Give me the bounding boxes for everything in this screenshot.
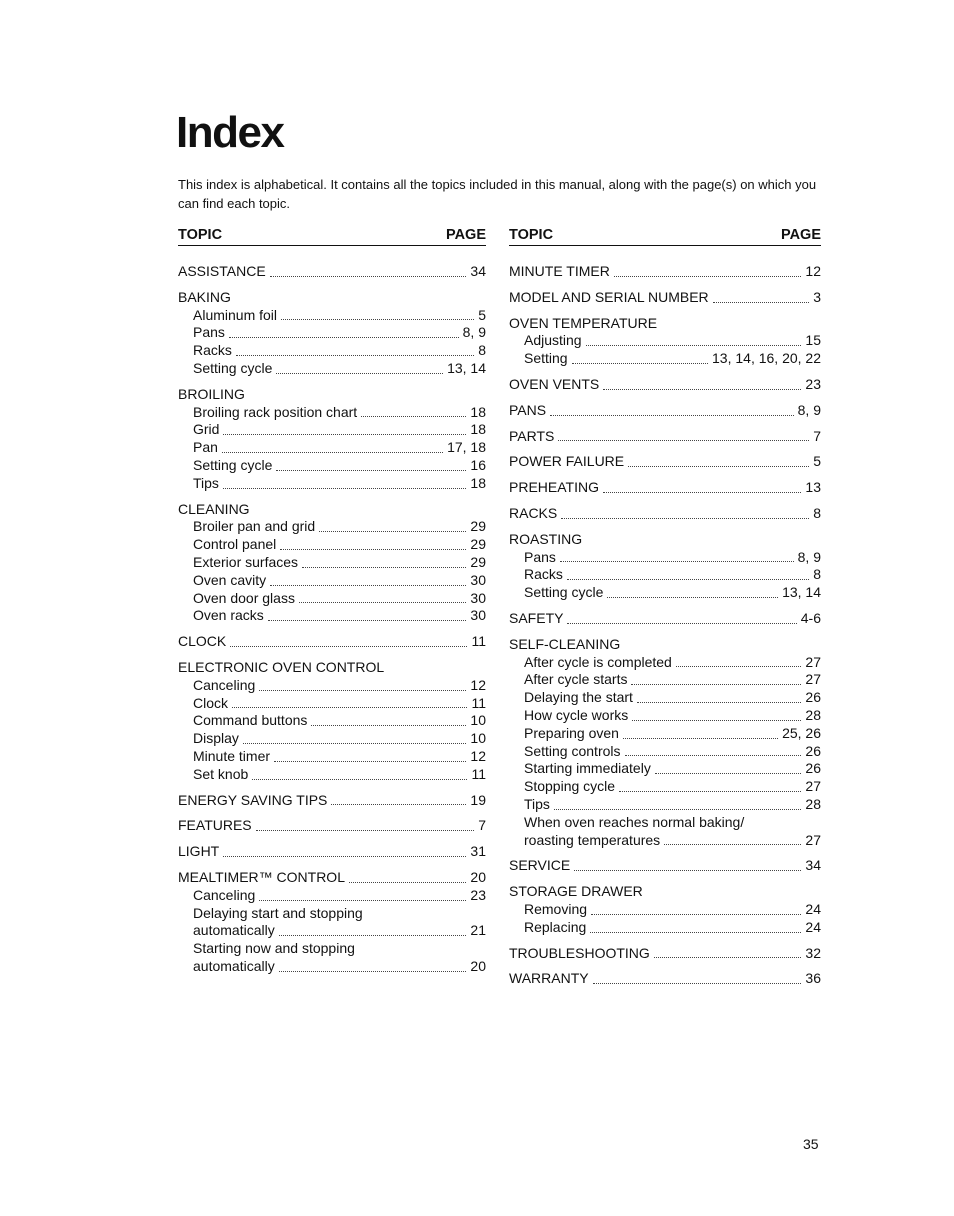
- dot-leader: [664, 844, 801, 845]
- entry-pages: 30: [470, 571, 486, 588]
- entry-pages: 28: [805, 795, 821, 812]
- entry-label: SAFETY: [509, 609, 564, 626]
- dot-leader: [676, 666, 802, 667]
- dot-leader: [223, 488, 466, 489]
- page-number: 35: [803, 1136, 819, 1152]
- entry-label: Command buttons: [193, 712, 308, 729]
- entry-label: MODEL AND SERIAL NUMBER: [509, 288, 709, 305]
- entry-label: Exterior surfaces: [193, 553, 299, 570]
- index-group: [509, 945, 821, 963]
- dot-leader: [654, 957, 802, 958]
- entry-pages: 4-6: [800, 609, 821, 626]
- entry-label: OVEN TEMPERATURE: [509, 314, 658, 331]
- index-subtopic: [178, 730, 486, 748]
- dot-leader: [574, 870, 801, 871]
- index-subtopic: [178, 695, 486, 713]
- index-subtopic: [178, 607, 486, 625]
- entry-label: Canceling: [193, 886, 256, 903]
- dot-leader: [632, 720, 801, 721]
- dot-leader: [554, 809, 801, 810]
- entry-label: Setting cycle: [193, 359, 273, 376]
- index-subtopic: [178, 940, 486, 958]
- index-group: [178, 263, 486, 281]
- entry-pages: 5: [478, 306, 486, 323]
- dot-leader: [259, 900, 466, 901]
- dot-leader: [607, 597, 778, 598]
- dot-leader: [236, 355, 474, 356]
- dot-leader: [623, 738, 778, 739]
- dot-leader: [252, 779, 467, 780]
- entry-label: Tips: [193, 474, 219, 491]
- entry-pages: 11: [471, 765, 486, 782]
- index-subtopic: [509, 584, 821, 602]
- dot-leader: [319, 531, 466, 532]
- entry-label: POWER FAILURE: [509, 453, 625, 470]
- entry-label: roasting temperatures: [524, 831, 661, 848]
- entry-label: Display: [193, 730, 239, 747]
- entry-pages: 7: [813, 427, 821, 444]
- entry-pages: 24: [805, 900, 821, 917]
- index-topic: [509, 636, 821, 654]
- entry-pages: 27: [805, 671, 821, 688]
- entry-label: FEATURES: [178, 817, 252, 834]
- entry-pages: 13, 14: [782, 584, 821, 601]
- index-group: [509, 857, 821, 875]
- entry-label: Setting cycle: [524, 584, 604, 601]
- index-subtopic: [509, 332, 821, 350]
- index-subtopic: [178, 404, 486, 422]
- entry-label: Starting now and stopping: [193, 940, 355, 957]
- index-subtopic: [509, 725, 821, 743]
- index-topic: [509, 376, 821, 394]
- dot-leader: [280, 549, 466, 550]
- entry-pages: 20: [470, 957, 486, 974]
- entry-pages: 34: [470, 263, 486, 279]
- index-topic: [509, 315, 821, 333]
- index-group: [178, 869, 486, 976]
- entry-pages: 16: [470, 456, 486, 473]
- index-topic: [178, 817, 486, 835]
- entry-pages: 25, 26: [782, 724, 821, 741]
- entry-label: Removing: [524, 900, 588, 917]
- dot-leader: [311, 725, 466, 726]
- entry-pages: 13: [805, 479, 821, 496]
- index-group: [178, 633, 486, 651]
- index-subtopic: [509, 654, 821, 672]
- index-group: [178, 817, 486, 835]
- page-title: Index: [176, 108, 284, 157]
- dot-leader: [281, 319, 474, 320]
- entry-pages: 5: [813, 453, 821, 470]
- dot-leader: [223, 434, 466, 435]
- entry-label: automatically: [193, 957, 275, 974]
- dot-leader: [259, 690, 466, 691]
- index-group: [178, 659, 486, 784]
- entry-pages: 27: [805, 653, 821, 670]
- index-topic: [178, 386, 486, 404]
- index-subtopic: [178, 518, 486, 536]
- dot-leader: [279, 935, 467, 936]
- index-group: [509, 402, 821, 420]
- index-group: [509, 289, 821, 307]
- index-subtopic: [178, 342, 486, 360]
- index-subtopic: [178, 475, 486, 493]
- entry-label: BROILING: [178, 385, 245, 402]
- column-header: [509, 227, 821, 246]
- entry-pages: 27: [805, 778, 821, 795]
- dot-leader: [256, 830, 475, 831]
- index-group: [178, 792, 486, 810]
- entry-label: LIGHT: [178, 843, 220, 860]
- index-subtopic: [178, 748, 486, 766]
- entry-pages: 10: [470, 712, 486, 729]
- dot-leader: [561, 518, 809, 519]
- index-subtopic: [509, 814, 821, 832]
- index-subtopic: [509, 671, 821, 689]
- entry-label: Oven door glass: [193, 589, 295, 606]
- index-subtopic: [178, 677, 486, 695]
- entry-pages: 8, 9: [797, 548, 821, 565]
- entry-pages: 12: [470, 676, 486, 693]
- dot-leader: [270, 276, 467, 277]
- dot-leader: [625, 755, 802, 756]
- index-subtopic: [178, 554, 486, 572]
- dot-leader: [637, 702, 801, 703]
- dot-leader: [558, 440, 809, 441]
- entry-pages: 11: [471, 633, 486, 650]
- entry-pages: 15: [805, 332, 821, 349]
- entry-pages: 12: [805, 263, 821, 279]
- index-group: [509, 610, 821, 628]
- entry-label: After cycle starts: [524, 671, 628, 688]
- entry-pages: 8: [478, 342, 486, 359]
- dot-leader: [349, 882, 466, 883]
- index-topic: [178, 633, 486, 651]
- dot-leader: [713, 302, 810, 303]
- dot-leader: [586, 345, 802, 346]
- index-subtopic: [178, 307, 486, 325]
- index-topic: [178, 263, 486, 281]
- entry-pages: 36: [805, 970, 821, 987]
- index-subtopic: [509, 760, 821, 778]
- dot-leader: [628, 466, 809, 467]
- index-subtopic: [178, 457, 486, 475]
- index-group: [178, 843, 486, 861]
- index-topic: [509, 505, 821, 523]
- dot-leader: [591, 914, 801, 915]
- entry-label: Grid: [193, 421, 220, 438]
- entry-label: SERVICE: [509, 857, 571, 874]
- index-topic: [178, 501, 486, 519]
- entry-pages: 18: [470, 474, 486, 491]
- entry-label: ELECTRONIC OVEN CONTROL: [178, 658, 385, 675]
- index-subtopic: [509, 566, 821, 584]
- index-subtopic: [178, 421, 486, 439]
- dot-leader: [567, 623, 796, 624]
- index-topic: [509, 945, 821, 963]
- entry-label: ENERGY SAVING TIPS: [178, 791, 328, 808]
- index-subtopic: [509, 743, 821, 761]
- index-topic: [509, 263, 821, 281]
- entry-label: Set knob: [193, 765, 249, 782]
- dot-leader: [223, 856, 466, 857]
- entry-pages: 18: [470, 403, 486, 420]
- dot-leader: [590, 932, 801, 933]
- index-subtopic: [178, 922, 486, 940]
- index-group: [509, 428, 821, 446]
- entry-label: Setting: [524, 350, 568, 367]
- entry-pages: 19: [470, 791, 486, 808]
- dot-leader: [268, 620, 467, 621]
- index-topic: [509, 610, 821, 628]
- dot-leader: [279, 971, 467, 972]
- entry-label: PANS: [509, 401, 547, 418]
- index-subtopic: [178, 324, 486, 342]
- entry-label: How cycle works: [524, 706, 629, 723]
- entry-pages: 8: [813, 504, 821, 521]
- entry-label: SELF-CLEANING: [509, 635, 621, 652]
- dot-leader: [230, 646, 467, 647]
- entry-pages: 26: [805, 742, 821, 759]
- dot-leader: [331, 804, 466, 805]
- entry-label: ASSISTANCE: [178, 263, 266, 279]
- index-topic: [509, 531, 821, 549]
- entry-label: Starting immediately: [524, 760, 651, 777]
- entry-label: When oven reaches normal baking/: [524, 813, 745, 830]
- index-topic: [509, 402, 821, 420]
- index-topic: [509, 970, 821, 988]
- dot-leader: [614, 276, 802, 277]
- dot-leader: [619, 791, 801, 792]
- dot-leader: [302, 567, 466, 568]
- entry-pages: 13, 14: [447, 359, 486, 376]
- index-column-right: [509, 227, 821, 996]
- entry-label: Broiling rack position chart: [193, 403, 358, 420]
- entry-pages: 34: [805, 857, 821, 874]
- index-group: [509, 505, 821, 523]
- entry-label: After cycle is completed: [524, 653, 672, 670]
- entry-pages: 29: [470, 536, 486, 553]
- entry-pages: 26: [805, 760, 821, 777]
- index-subtopic: [509, 350, 821, 368]
- entry-label: Preparing oven: [524, 724, 619, 741]
- index-subtopic: [178, 439, 486, 457]
- index-subtopic: [509, 689, 821, 707]
- entry-label: ROASTING: [509, 530, 583, 547]
- entry-pages: 31: [470, 843, 486, 860]
- entry-pages: 21: [470, 922, 486, 939]
- entry-pages: 27: [805, 831, 821, 848]
- entry-label: Pans: [193, 324, 225, 341]
- index-group: [509, 479, 821, 497]
- entry-label: Racks: [193, 342, 232, 359]
- entry-label: PARTS: [509, 427, 555, 444]
- entry-label: BAKING: [178, 288, 231, 305]
- entry-pages: 10: [470, 730, 486, 747]
- index-subtopic: [178, 590, 486, 608]
- dot-leader: [550, 415, 794, 416]
- entry-label: Broiler pan and grid: [193, 518, 316, 535]
- entry-label: Clock: [193, 694, 229, 711]
- index-entries-left: [178, 263, 486, 976]
- dot-leader: [299, 602, 466, 603]
- entry-label: STORAGE DRAWER: [509, 883, 643, 900]
- page-header: PAGE: [780, 227, 821, 243]
- entry-pages: 17, 18: [447, 439, 486, 456]
- index-subtopic: [509, 832, 821, 850]
- entry-label: MEALTIMER™ CONTROL: [178, 868, 345, 885]
- index-subtopic: [509, 707, 821, 725]
- index-subtopic: [178, 905, 486, 923]
- entry-pages: 20: [470, 868, 486, 885]
- dot-leader: [603, 492, 801, 493]
- entry-label: Pans: [524, 548, 556, 565]
- index-subtopic: [178, 536, 486, 554]
- index-group: [509, 453, 821, 471]
- entry-label: Canceling: [193, 676, 256, 693]
- index-topic: [509, 289, 821, 307]
- entry-label: Setting cycle: [193, 456, 273, 473]
- entry-label: Replacing: [524, 918, 587, 935]
- entry-label: Setting controls: [524, 742, 621, 759]
- index-subtopic: [178, 887, 486, 905]
- entry-label: Delaying the start: [524, 689, 633, 706]
- index-subtopic: [178, 712, 486, 730]
- index-group: [509, 315, 821, 368]
- index-group: [178, 289, 486, 378]
- entry-label: Control panel: [193, 536, 277, 553]
- dot-leader: [655, 773, 802, 774]
- entry-label: Oven cavity: [193, 571, 267, 588]
- dot-leader: [567, 579, 809, 580]
- entry-pages: 8, 9: [462, 324, 486, 341]
- dot-leader: [603, 389, 801, 390]
- index-group: [509, 263, 821, 281]
- entry-label: Tips: [524, 795, 550, 812]
- entry-label: RACKS: [509, 504, 558, 521]
- entry-pages: 7: [478, 817, 486, 834]
- entry-pages: 23: [805, 375, 821, 392]
- entry-pages: 26: [805, 689, 821, 706]
- entry-label: PREHEATING: [509, 479, 599, 496]
- entry-label: CLOCK: [178, 633, 227, 650]
- dot-leader: [229, 337, 459, 338]
- index-topic: [178, 869, 486, 887]
- dot-leader: [572, 363, 708, 364]
- entry-label: Adjusting: [524, 332, 582, 349]
- index-group: [509, 636, 821, 850]
- index-group: [509, 883, 821, 936]
- index-group: [178, 386, 486, 493]
- entry-label: CLEANING: [178, 500, 250, 517]
- index-column-left: [178, 227, 486, 984]
- entry-label: Aluminum foil: [193, 306, 278, 323]
- index-group: [178, 501, 486, 626]
- index-entries-right: [509, 263, 821, 988]
- entry-label: MINUTE TIMER: [509, 263, 610, 279]
- entry-pages: 18: [470, 421, 486, 438]
- entry-pages: 13, 14, 16, 20, 22: [712, 350, 821, 367]
- entry-label: Delaying start and stopping: [193, 904, 363, 921]
- entry-label: automatically: [193, 922, 275, 939]
- entry-label: WARRANTY: [509, 970, 589, 987]
- index-subtopic: [509, 901, 821, 919]
- index-subtopic: [178, 572, 486, 590]
- entry-pages: 23: [470, 886, 486, 903]
- index-topic: [509, 857, 821, 875]
- entry-pages: 8, 9: [797, 401, 821, 418]
- dot-leader: [560, 561, 794, 562]
- entry-pages: 29: [470, 553, 486, 570]
- index-topic: [178, 659, 486, 677]
- index-subtopic: [178, 766, 486, 784]
- entry-label: OVEN VENTS: [509, 375, 600, 392]
- dot-leader: [276, 373, 443, 374]
- entry-pages: 29: [470, 518, 486, 535]
- topic-header: TOPIC: [178, 227, 223, 243]
- index-subtopic: [178, 958, 486, 976]
- index-subtopic: [178, 360, 486, 378]
- entry-pages: 12: [470, 747, 486, 764]
- dot-leader: [593, 983, 802, 984]
- index-topic: [178, 843, 486, 861]
- index-topic: [509, 479, 821, 497]
- entry-pages: 32: [805, 944, 821, 961]
- dot-leader: [276, 470, 466, 471]
- entry-pages: 8: [813, 566, 821, 583]
- dot-leader: [274, 761, 466, 762]
- entry-pages: 30: [470, 589, 486, 606]
- index-topic: [509, 428, 821, 446]
- topic-header: TOPIC: [509, 227, 554, 243]
- entry-label: Racks: [524, 566, 563, 583]
- entry-pages: 28: [805, 706, 821, 723]
- index-topic: [509, 453, 821, 471]
- index-group: [509, 970, 821, 988]
- dot-leader: [222, 452, 443, 453]
- intro-paragraph: This index is alphabetical. It contains all the topics included in this manual, along with the page(s) on which you can find each topic.: [178, 177, 817, 211]
- dot-leader: [232, 707, 467, 708]
- dot-leader: [270, 585, 466, 586]
- index-topic: [178, 792, 486, 810]
- index-topic: [509, 883, 821, 901]
- dot-leader: [361, 416, 466, 417]
- entry-label: Oven racks: [193, 607, 264, 624]
- index-subtopic: [509, 549, 821, 567]
- entry-label: Pan: [193, 439, 218, 456]
- entry-pages: 3: [813, 288, 821, 305]
- entry-pages: 24: [805, 918, 821, 935]
- index-subtopic: [509, 796, 821, 814]
- entry-pages: 11: [471, 694, 486, 711]
- entry-label: Minute timer: [193, 747, 271, 764]
- dot-leader: [631, 684, 801, 685]
- entry-pages: 30: [470, 607, 486, 624]
- index-group: [509, 531, 821, 602]
- column-header: [178, 227, 486, 246]
- entry-label: Stopping cycle: [524, 778, 616, 795]
- index-subtopic: [509, 778, 821, 796]
- index-subtopic: [509, 919, 821, 937]
- index-topic: [178, 289, 486, 307]
- index-group: [509, 376, 821, 394]
- dot-leader: [243, 743, 467, 744]
- page-header: PAGE: [445, 227, 486, 243]
- entry-label: TROUBLESHOOTING: [509, 944, 650, 961]
